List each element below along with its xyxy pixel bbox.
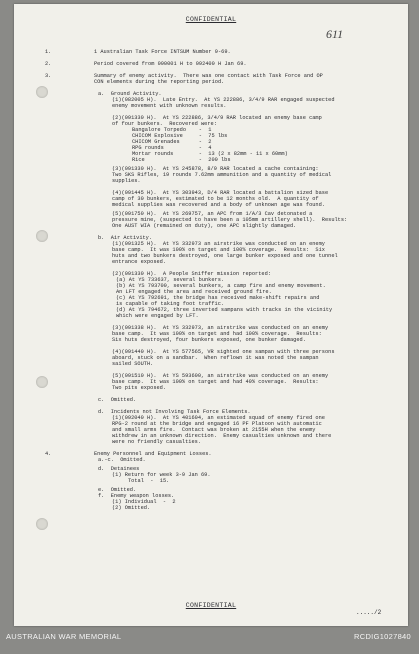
text-line: CHICOM Grenades - 2 [132, 139, 212, 145]
text-line: 3. [45, 73, 52, 79]
text-line: (1)(082005 H). Late Entry. At YS 222886, 3/4/9 RAR engaged suspected [112, 97, 335, 103]
text-line: One AUST WIA (remained on duty), one APC slightly damaged. [112, 223, 297, 229]
text-line: base camp. It was 100% on target and had 40% coverage. Results: [112, 379, 319, 385]
text-line: 4. [45, 451, 52, 457]
text-line: a. Ground Activity. [98, 91, 162, 97]
text-line: supplies. [112, 178, 141, 184]
text-line: (5)(091750 H). At YS 269757, an APC from 1/A/3 Cav detonated a [112, 211, 313, 217]
footer-classification: CONFIDENTIAL [185, 602, 237, 609]
text-line: entrance exposed. [112, 259, 167, 265]
text-line: An LFT engaged the area and received ground fire. [116, 289, 272, 295]
text-line: is capable of taking foot traffic. [116, 301, 225, 307]
text-line: base camp. It was 100% on target and had 100% coverage. Results: [112, 331, 322, 337]
text-line: Summary of enemy activity. There was one contact with Task Force and OP [94, 73, 323, 79]
text-line: (b) At YS 793700, several bunkers, a camp fire and enemy movement. [116, 283, 326, 289]
text-line: d. Incidents not Involving Task Force Elements. [98, 409, 251, 415]
text-line: (2) Omitted. [112, 505, 151, 511]
text-line: camp of 30 bunkers, estimated to be 12 months old. A quantity of [112, 196, 319, 202]
text-line: medical supplies was recovered and a body of unknown age was found. [112, 202, 325, 208]
text-line: (2)(091330 H). A People Sniffer mission reported: [112, 271, 271, 277]
text-line: (4)(091440 H). At YS 577565, VR sighted one sampan with three persons [112, 349, 335, 355]
text-line: sailed SOUTH. [112, 361, 154, 367]
text-line: (1)(091325 H). At YS 332973 an airstrike was conducted on an enemy [112, 241, 325, 247]
text-line: Rice - 200 lbs [132, 157, 231, 163]
text-line: (3)(091330 H). At YS 245878, 8/9 RAR located a cache containing: [112, 166, 319, 172]
punch-hole [36, 86, 48, 98]
text-line: enemy movement with unknown results. [112, 103, 227, 109]
text-line: b. Air Activity. [98, 235, 153, 241]
text-line: huts and two bunkers destroyed, one large bunker exposed and one tunnel [112, 253, 338, 259]
text-line: (2)(091330 H). At YS 222886, 3/4/9 RAR located an enemy base camp [112, 115, 322, 121]
text-line: (a) At YS 733637, several bunkers. [116, 277, 225, 283]
text-line: f. Enemy weapon losses. [98, 493, 175, 499]
punch-hole [36, 376, 48, 388]
text-line: a.-c. Omitted. [98, 457, 146, 463]
continuation-mark: ...../2 [356, 609, 382, 616]
text-line: Two SKS Rifles, 19 rounds 7.62mm ammunition and a quantity of medical [112, 172, 332, 178]
text-line: (1) Return for week 3-9 Jan 69. [112, 472, 211, 478]
handwritten-page-number: 611 [326, 27, 344, 41]
text-line: Six huts destroyed, four bunkers exposed, one bunker damaged. [112, 337, 306, 343]
text-line: e. Omitted. [98, 487, 137, 493]
archive-reference: RCDIG1027840 [354, 632, 411, 641]
text-line: RPG rounds - 4 [132, 145, 212, 151]
punch-hole [36, 230, 48, 242]
text-line: base camp. It was 100% on target and 100% coverage. Results: Six [112, 247, 325, 253]
text-line: c. Omitted. [98, 397, 137, 403]
text-line: (1) Individual - 2 [112, 499, 176, 505]
text-line: (c) At YS 792691, the bridge has received make-shift repairs and [116, 295, 320, 301]
text-line: were no friendly casualties. [112, 439, 202, 445]
text-line: and small arms fire. Contact was broken at 2155H when the enemy [112, 427, 316, 433]
header-classification: CONFIDENTIAL [185, 16, 237, 23]
text-line: of four bunkers. Recovered were: [112, 121, 217, 127]
text-line: (4)(091445 H). At YS 303943, D/4 RAR located a battalion sized base [112, 190, 329, 196]
text-line: 2. [45, 61, 52, 67]
text-line: RPG-2 round at the bridge and engaged 16 PF Platoon with automatic [112, 421, 322, 427]
text-line: Enemy Personnel and Equipment Losses. [94, 451, 212, 457]
text-line: withdrew in an unknown direction. Enemy casualties unknown and there [112, 433, 332, 439]
punch-hole [36, 518, 48, 530]
archive-credit: AUSTRALIAN WAR MEMORIAL [6, 632, 122, 641]
text-line: Period covered from 090001 H to 092400 H Jan 69. [94, 61, 247, 67]
text-line: pressure mine, (suspected to have been a 105mm artillery shell). Results: [112, 217, 348, 223]
text-line: Mortar rounds - 13 (2 x 82mm - 11 x 60mm) [132, 151, 288, 157]
text-line: (5)(091510 H). At YS 593600, an airstrike was conducted on an enemy [112, 373, 329, 379]
text-line: which were engaged by LFT. [116, 313, 199, 319]
text-line: CHICOM Explosive - 75 lbs [132, 133, 228, 139]
document-page [14, 4, 408, 626]
text-line: Two pits exposed. [112, 385, 167, 391]
text-line: 1. [45, 49, 52, 55]
text-line: (1)(092040 H). At YS 401604, an estimated squad of enemy fired one [112, 415, 325, 421]
text-line: (3)(091338 H). At YS 332973, an airstrike was conducted on an enemy [112, 325, 329, 331]
text-line: d. Detainees [98, 466, 140, 472]
text-line: (d) At YS 794672, three inverted sampans with tracks in the vicinity [116, 307, 333, 313]
text-line: 1 Australian Task Force INTSUM Number 9-69. [94, 49, 231, 55]
text-line: Total - 15. [128, 478, 170, 484]
text-line: CON elements during the reporting period. [94, 79, 225, 85]
text-line: aboard, stuck on a sandbar. When reflown it was noted the sampan [112, 355, 319, 361]
text-line: Bangalore Torpedo - 1 [132, 127, 212, 133]
